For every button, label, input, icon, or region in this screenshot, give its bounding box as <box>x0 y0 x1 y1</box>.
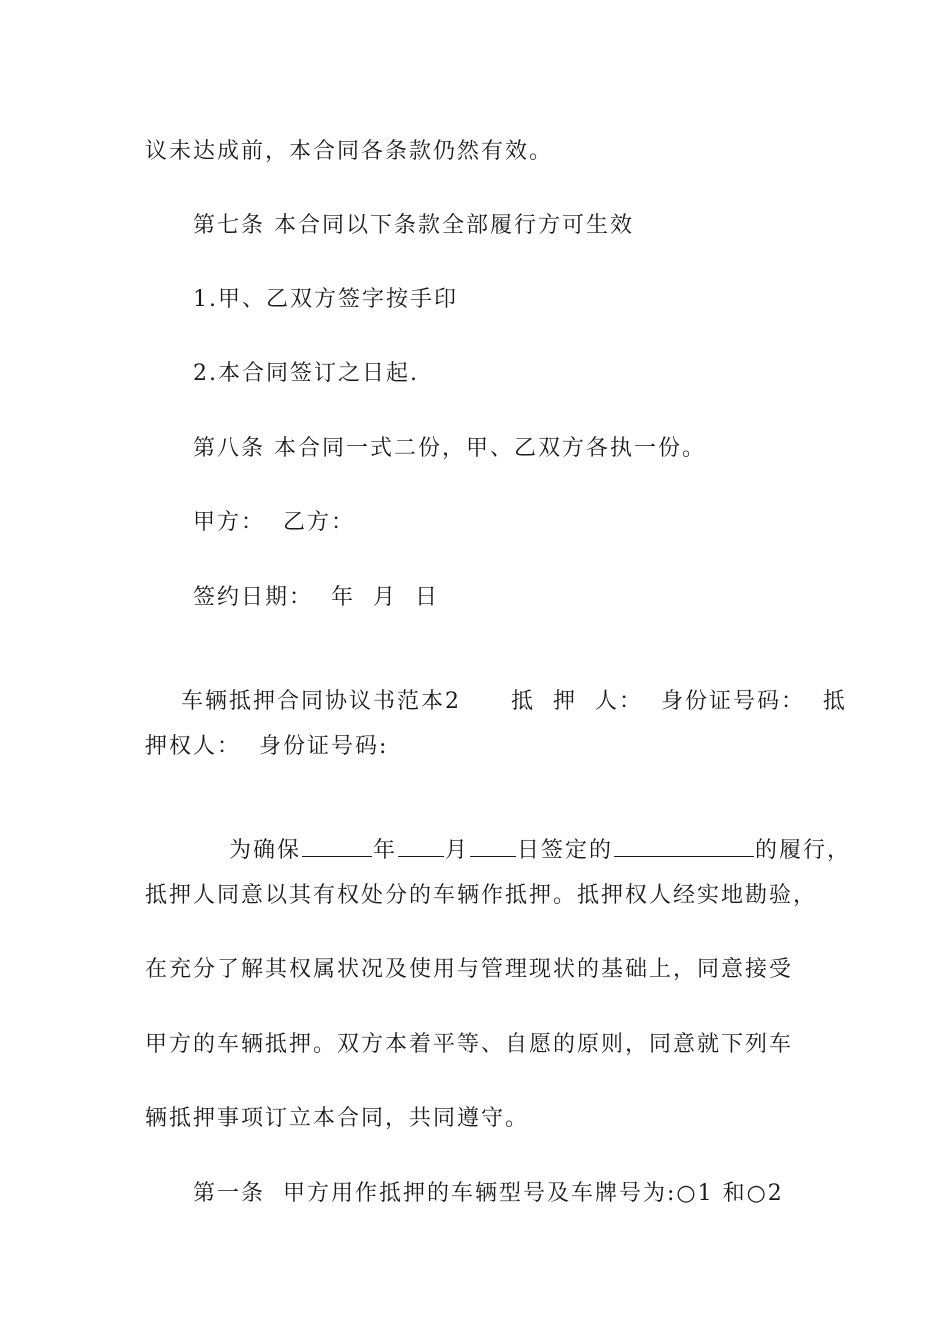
list-item-1: 1.甲、乙双方签字按手印 <box>193 287 458 312</box>
text-segment: 日签定的 <box>517 838 614 863</box>
paragraph-line: 抵押人同意以其有权处分的车辆作抵押。抵押权人经实地勘验， <box>145 883 818 908</box>
blank-year <box>302 836 372 857</box>
blank-month <box>398 836 444 857</box>
article-7-heading: 第七条 本合同以下条款全部履行方可生效 <box>193 213 634 238</box>
mortgagee-line: 押权人： 身份证号码: <box>145 734 389 759</box>
contract-title: 车辆抵押合同协议书范本2 <box>180 689 461 714</box>
mortgagor-label: 抵 押 人： 身份证号码： 抵 <box>510 689 847 714</box>
paragraph-line: 甲方的车辆抵押。双方本着平等、自愿的原则，同意就下列车 <box>145 1032 794 1057</box>
blank-contract-name <box>614 836 754 857</box>
article-1-heading: 第一条 甲方用作抵押的车辆型号及车牌号为:○1 和○2 <box>193 1181 784 1206</box>
text-segment: 的履行， <box>755 838 852 863</box>
text-segment: 月 <box>445 838 470 863</box>
paragraph-line: 议未达成前，本合同各条款仍然有效。 <box>145 139 554 164</box>
signing-date-line: 签约日期： 年 月 日 <box>193 585 439 610</box>
paragraph-line: 在充分了解其权属状况及使用与管理现状的基础上，同意接受 <box>145 957 794 982</box>
text-segment: 为确保 <box>228 838 301 863</box>
parties-line: 甲方： 乙方： <box>193 510 355 535</box>
list-item-2: 2.本合同签订之日起. <box>193 361 419 386</box>
paragraph-line: 辆抵押事项订立本合同，共同遵守。 <box>145 1106 530 1131</box>
article-8-heading: 第八条 本合同一式二份，甲、乙双方各执一份。 <box>193 436 706 461</box>
text-segment: 年 <box>373 838 398 863</box>
blank-day <box>470 836 516 857</box>
